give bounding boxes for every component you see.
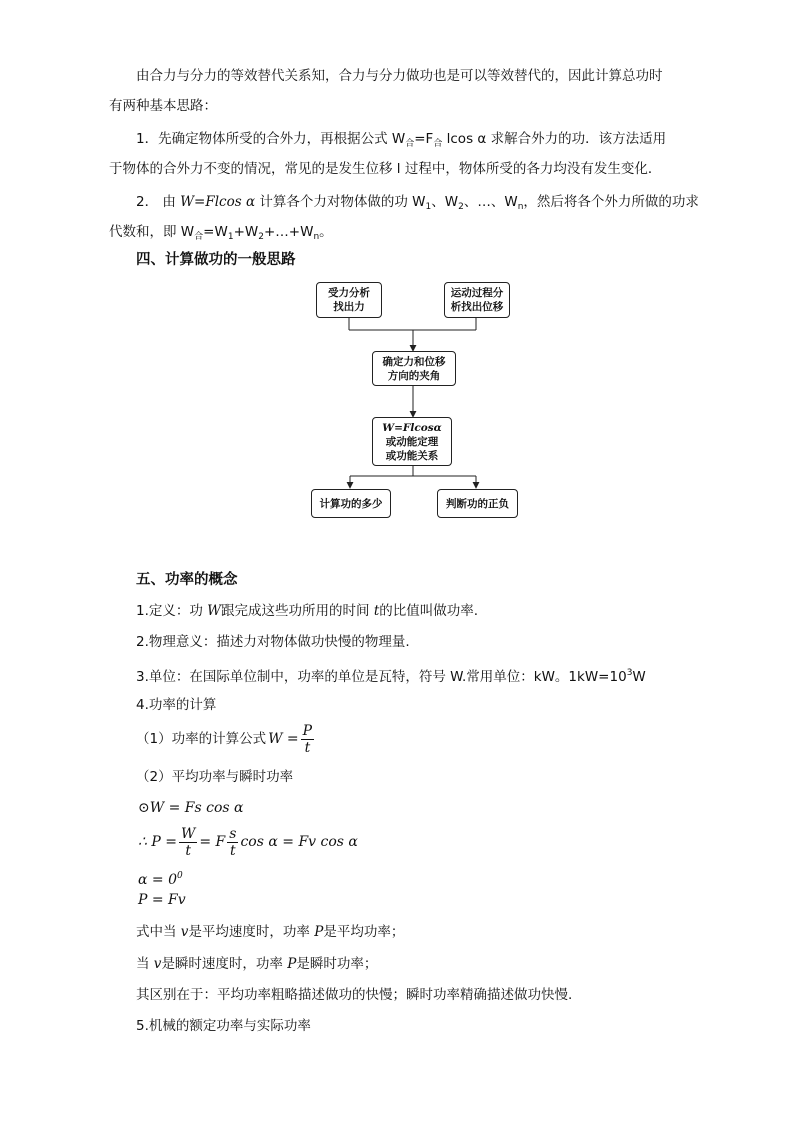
text-segment: 计算各个力对物体做的功 W: [255, 194, 426, 210]
text-segment: 跟完成这些功所用的时间: [221, 603, 374, 619]
fraction-W-over-t: [179, 826, 197, 859]
text-segment: 1.定义：功: [136, 603, 208, 619]
text-segment: =F: [414, 131, 434, 147]
subscript: 合: [433, 139, 443, 149]
flow-box-text: 或动能定理: [385, 435, 439, 448]
difference-line: 其区别在于：平均功率粗略描述做功的快慢；瞬时功率精确描述做功快慢.: [136, 987, 573, 1003]
calc-2-line: （2）平均功率与瞬时功率: [136, 769, 294, 785]
equation-1: ⊙W = Fs cos α: [138, 800, 244, 816]
rated-power-line: 5.机械的额定功率与实际功率: [136, 1018, 311, 1034]
subscript: 合: [194, 232, 204, 242]
calc-title-line: 4.功率的计算: [136, 697, 217, 713]
subscript: 合: [405, 139, 415, 149]
variable-v: v: [153, 956, 162, 972]
variable-t: t: [373, 603, 380, 619]
flow-box-text: 运动过程分: [450, 287, 504, 299]
fraction-numerator: s: [229, 825, 237, 842]
variable-P: P: [314, 924, 324, 940]
subscript: 1: [227, 232, 234, 242]
flow-box-text: 确定力和位移: [382, 355, 446, 368]
text-segment: （1）功率的计算公式: [136, 731, 267, 747]
math-segment: cos α = Fv cos α: [240, 834, 358, 850]
text-segment: 式中当: [136, 924, 181, 940]
flow-box-sign: [437, 489, 518, 518]
intro-paragraph-1-line-2: 有两种基本思路：: [109, 98, 217, 114]
flow-box-text: 受力分析: [328, 287, 370, 299]
text-segment: 、W: [431, 194, 459, 210]
text-segment: +W: [233, 224, 259, 240]
flow-box-method: [372, 417, 452, 466]
math-segment: = F: [199, 834, 226, 850]
math-segment: ∴ P =: [138, 834, 177, 850]
equation-2: [138, 822, 358, 862]
fraction-denominator: t: [230, 842, 236, 859]
fraction-numerator: W: [180, 825, 196, 842]
text-segment: ，然后将各个外力所做的功求: [523, 194, 699, 210]
text-segment: 是瞬时功率；: [296, 956, 378, 972]
text-segment: 是平均速度时，功率: [188, 924, 315, 940]
intro-paragraph-2-line-2: 于物体的合外力不变的情况，常见的是发生位移 l 过程中，物体所受的各力均没有发生变化．: [109, 161, 662, 177]
text-segment: =W: [203, 224, 228, 240]
text-segment: 是平均功率；: [323, 924, 405, 940]
subscript: 2: [458, 202, 464, 212]
calc-formula-line: [136, 720, 316, 758]
text-segment: 当: [136, 956, 154, 972]
subscript: n: [517, 202, 524, 212]
equation-4: P = Fv: [138, 892, 186, 908]
flow-box-text: 判断功的正负: [446, 497, 509, 510]
flow-box-text: W=Flcosα: [382, 421, 442, 434]
flow-box-text: 方向的夹角: [387, 369, 441, 382]
text-segment: 2． 由: [136, 194, 181, 210]
fraction-denominator: t: [185, 842, 191, 859]
flow-box-amount: [311, 489, 391, 518]
math-segment: α = 0: [138, 872, 177, 888]
definition-line: [136, 601, 478, 621]
fraction-numerator: P: [302, 722, 313, 739]
work-formula: W=Flcos α: [180, 194, 256, 210]
text-segment: +…+W: [263, 224, 314, 240]
subscript: n: [313, 232, 320, 242]
variable-P: P: [287, 956, 297, 972]
superscript: 0: [177, 871, 183, 881]
instant-power-line: [136, 954, 377, 974]
text-segment: 、…、W: [463, 194, 518, 210]
physical-meaning-line: 2.物理意义：描述力对物体做功快慢的物理量.: [136, 634, 410, 650]
text-segment: 的比值叫做功率.: [379, 603, 479, 619]
section-5-heading: 五、功率的概念: [136, 572, 238, 588]
superscript: 3: [626, 668, 633, 678]
intro-paragraph-1-line-1: 由合力与分力的等效替代关系知，合力与分力做功也是可以等效替代的，因此计算总功时: [136, 68, 663, 84]
section-4-heading: 四、计算做功的一般思路: [136, 252, 296, 268]
equation-3: [138, 866, 183, 890]
flow-box-motion-analysis: [444, 282, 510, 318]
text-segment: lcos α 求解合外力的功．该方法适用: [442, 131, 667, 147]
variable-v: v: [180, 924, 189, 940]
flow-box-force-analysis: [316, 282, 382, 318]
subscript: 1: [425, 202, 432, 212]
text-segment: 。: [319, 224, 333, 240]
power-fraction: [301, 723, 314, 756]
subscript: 2: [258, 232, 264, 242]
fraction-denominator: t: [304, 739, 311, 756]
flow-box-text: 析找出位移: [450, 301, 504, 313]
flow-box-text: 计算功的多少: [319, 497, 383, 510]
fraction-s-over-t: [227, 826, 238, 859]
math-lhs: W =: [268, 731, 299, 747]
flow-box-text: 或功能关系: [385, 449, 439, 462]
text-segment: 代数和，即 W: [109, 224, 195, 240]
text-segment: W: [632, 669, 646, 685]
text-segment: 3.单位：在国际单位制中，功率的单位是瓦特，符号 W.常用单位：kW。1kW=10: [136, 669, 627, 685]
flow-box-text: 找出力: [333, 301, 365, 313]
text-segment: 1．先确定物体所受的合外力，再根据公式 W: [136, 131, 406, 147]
text-segment: 是瞬时速度时，功率: [161, 956, 288, 972]
average-power-line: [136, 922, 404, 942]
unit-line: [136, 663, 646, 687]
flow-box-angle: [372, 351, 456, 386]
variable-W: W: [207, 603, 222, 619]
